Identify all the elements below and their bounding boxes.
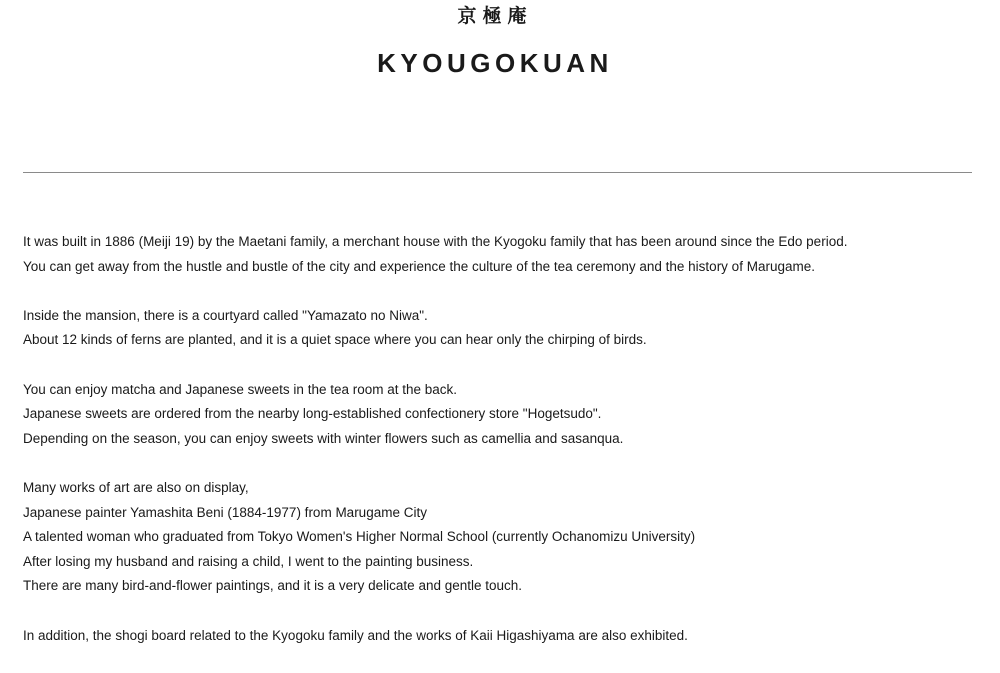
page-title: KYOUGOKUAN: [377, 48, 613, 78]
paragraph-line: It was built in 1886 (Meiji 19) by the Maetani family, a merchant house with the Kyogoku family that has been around since the Edo period.: [23, 234, 848, 249]
paragraph-line: In addition, the shogi board related to the Kyogoku family and the works of Kaii Higashiyama are also exhibited.: [23, 627, 688, 643]
paragraph-history: [23, 230, 983, 279]
paragraph-line: Inside the mansion, there is a courtyard called "Yamazato no Niwa".: [23, 307, 428, 323]
paragraph-line: Many works of art are also on display,: [23, 479, 249, 495]
paragraph-line: There are many bird-and-flower paintings, and it is a very delicate and gentle touch.: [23, 578, 523, 594]
paragraph-line: A talented woman who graduated from Tokyo Women's Higher Normal School (currently Ochanomizu University): [23, 529, 696, 545]
paragraph-line: Japanese sweets are ordered from the nearby long-established confectionery store "Hogetsudo".: [23, 406, 602, 422]
paragraph-line: You can get away from the hustle and bustle of the city and experience the culture of the tea ceremony and the history of Marugame.: [23, 258, 815, 274]
paragraph-line: You can enjoy matcha and Japanese sweets in the tea room at the back.: [23, 381, 458, 397]
article-body: [23, 230, 983, 673]
paragraph-courtyard: [23, 304, 983, 353]
paragraph-art: [23, 476, 983, 599]
paragraph-line: Depending on the season, you can enjoy sweets with winter flowers such as camellia and sasanqua.: [23, 430, 624, 446]
paragraph-tea-room: [23, 378, 983, 452]
header-divider: [23, 172, 972, 173]
paragraph-line: After losing my husband and raising a child, I went to the painting business.: [23, 553, 474, 569]
paragraph-line: About 12 kinds of ferns are planted, and it is a quiet space where you can hear only the chirping of birds.: [23, 332, 647, 348]
page-title-japanese: 京極庵: [457, 5, 533, 27]
paragraph-exhibits: [23, 624, 983, 649]
paragraph-line: Japanese painter Yamashita Beni (1884-1977) from Marugame City: [23, 504, 427, 520]
